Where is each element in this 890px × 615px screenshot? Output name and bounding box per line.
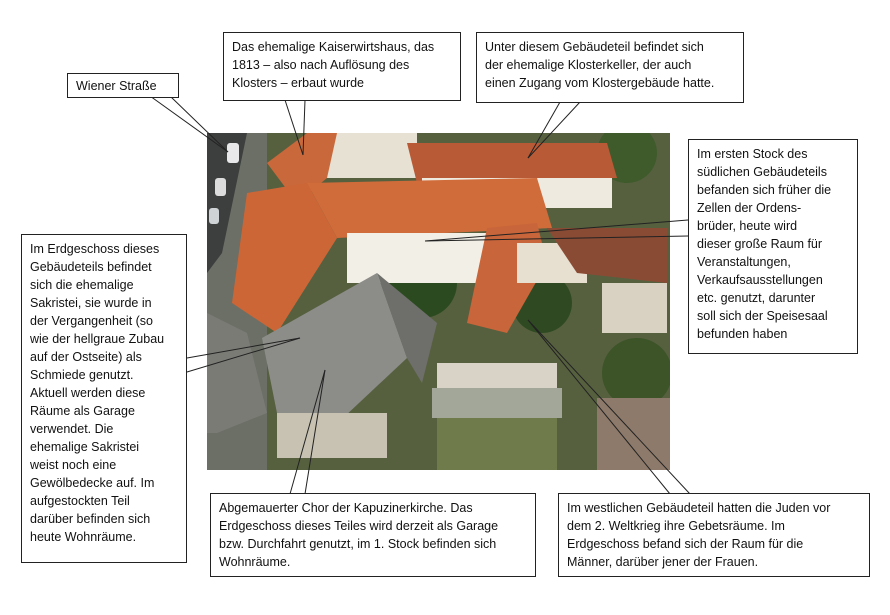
aerial-photo-monastery-icon	[207, 133, 670, 470]
callout-erster-stock: Im ersten Stock des südlichen Gebäudeteils befanden sich früher die Zellen der Ordens- brüder, heute wird dieser große Raum für Veranstaltungen, Verkaufsausstellungen etc. genutzt, darunter soll sich der Speisesaal befunden haben	[688, 139, 858, 354]
callout-kaiserwirtshaus: Das ehemalige Kaiserwirtshaus, das 1813 – also nach Auflösung des Klosters – erbaut wurde	[223, 32, 461, 101]
callout-sakristei: Im Erdgeschoss dieses Gebäudeteils befindet sich die ehemalige Sakristei, sie wurde in der Vergangenheit (so wie der hellgraue Zubau auf der Ostseite) als Schmiede genutzt. Aktuell werden diese Räume als Garage verwendet. Die ehemalige Sakristei weist noch eine Gewölbedecke auf. Im aufgestockten Teil darüber befinden sich heute Wohnräume.	[21, 234, 187, 563]
callout-chor: Abgemauerter Chor der Kapuzinerkirche. Das Erdgeschoss dieses Teiles wird derzeit als Garage bzw. Durchfahrt genutzt, im 1. Stock befinden sich Wohnräume.	[210, 493, 536, 577]
callout-wiener-strasse: Wiener Straße	[67, 73, 179, 98]
callout-klosterkeller: Unter diesem Gebäudeteil befindet sich der ehemalige Klosterkeller, der auch einen Zugang vom Klostergebäude hatte.	[476, 32, 744, 103]
aerial-photo	[207, 133, 670, 470]
callout-juden: Im westlichen Gebäudeteil hatten die Juden vor dem 2. Weltkrieg ihre Gebetsräume. Im Erdgeschoss befand sich der Raum für die Männer, darüber jener der Frauen.	[558, 493, 870, 577]
